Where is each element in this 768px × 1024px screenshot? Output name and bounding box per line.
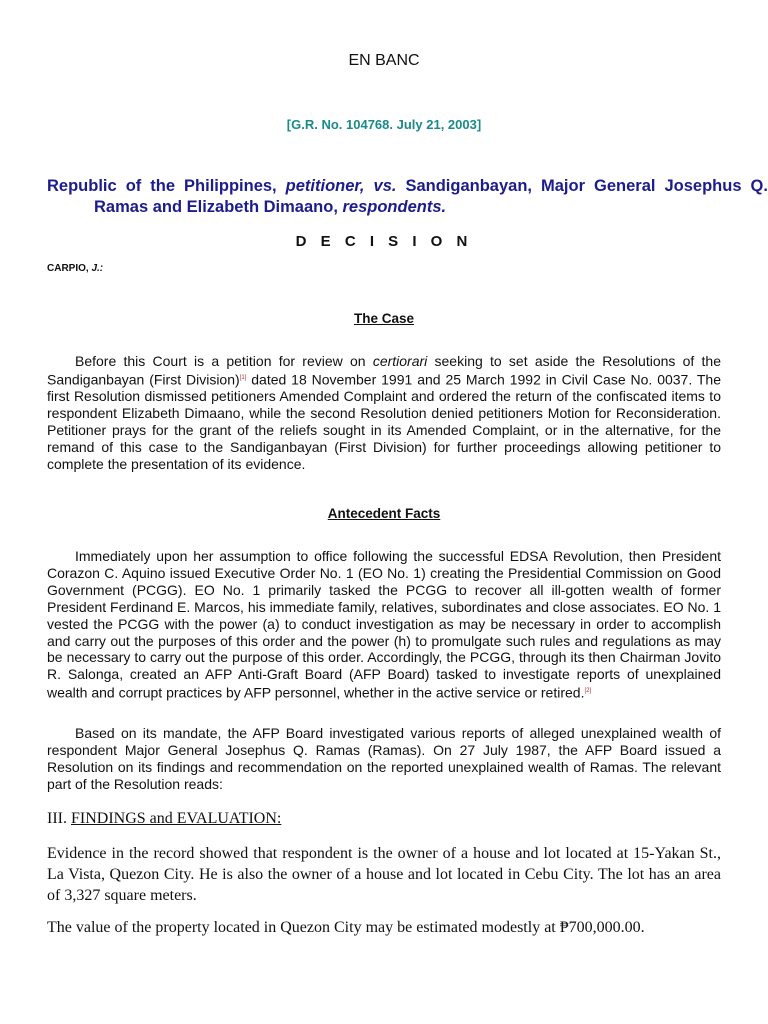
text-run: Before this Court is a petition for review on: [75, 353, 373, 369]
decision-title: D E C I S I O N: [295, 233, 473, 250]
text-run: dated 18 November 1991 and 25 March 1992 in Civil Case No. 0037. The first Resolution dismissed petitioners Amended Complaint and ordered the return of the confiscated items to respondent Elizabeth Dimaano, while the second Resolution denied petitioners Motion for Reconsideration. Petitioner prays for the grant of the reliefs sought in its Amended Complaint, or in the alternative, for the remand of this case to the Sandiganbayan (First Division) for further proceedings allowing petitioner to complete the presentation of its evidence.: [47, 371, 722, 473]
paragraph-the-case: [47, 353, 721, 473]
respondents-role: respondents.: [342, 198, 447, 216]
paragraph-antecedent-1: [47, 548, 721, 702]
case-number: [G.R. No. 104768. July 21, 2003]: [286, 117, 482, 132]
text-run: seeking to set aside the Resolutions of the Sandiganbayan (First Division): [47, 353, 721, 388]
text-emphasis: certiorari: [372, 353, 428, 369]
ponente-name: CARPIO,: [47, 263, 89, 274]
text-run: Immediately upon her assumption to office following the successful EDSA Revolution, then President Corazon C. Aquino issued Executive Order No. 1 (EO No. 1) creating the Presidential Commission on Good Government (PCGG). EO No. 1 primarily tasked the PCGG to recover all ill-gotten wealth of former President Ferdinand E. Marcos, his immediate family, relatives, subordinates and close associates. EO No. 1 vested the PCGG with the power (a) to conduct investigation as may be necessary in order to accomplish and carry out the purposes of this order and the power (h) to promulgate such rules and regulations as may be necessary to carry out the purpose of this order. Accordingly, the PCGG, through its then Chairman Jovito R. Salonga, created an AFP Anti-Graft Board (AFP Board) tasked to investigate reports of unexplained wealth and corrupt practices by AFP personnel, whether in the active service or retired.: [47, 548, 721, 701]
quoted-paragraph-1: Evidence in the record showed that respondent is the owner of a house and lot located at 15-Yakan St., La Vista, Quezon City. He is also the owner of a house and lot located in Cebu City. The lot has an area of 3,327 square meters.: [47, 845, 721, 904]
paragraph-antecedent-2: Based on its mandate, the AFP Board investigated various reports of alleged unexplained wealth of respondent Major General Josephus Q. Ramas (Ramas). On 27 July 1987, the AFP Board issued a Resolution on its findings and recommendation on the reported unexplained wealth of Ramas. The relevant part of the Resolution reads:: [47, 725, 721, 792]
footnote-link-1[interactable]: [1]: [239, 374, 247, 381]
heading-antecedent-facts: Antecedent Facts: [327, 506, 441, 521]
case-parties: [47, 176, 768, 218]
ponente: [47, 263, 103, 274]
quoted-section-heading: [47, 808, 721, 829]
heading-the-case: The Case: [353, 311, 415, 326]
quoted-paragraph-2: The value of the property located in Quezon City may be estimated modestly at ₱700,000.00.: [47, 919, 645, 936]
footnote-link-2[interactable]: [2]: [584, 688, 592, 695]
petitioner-name: Republic of the Philippines,: [47, 177, 277, 195]
ponente-suffix: J.:: [91, 263, 104, 274]
petitioner-role: petitioner, vs.: [285, 177, 397, 195]
section-title: FINDINGS and EVALUATION:: [70, 810, 282, 827]
court-division: EN BANC: [348, 52, 420, 69]
respondents-names: Sandiganbayan, Major General Josephus Q. Ramas and Elizabeth Dimaano,: [94, 177, 768, 216]
section-number: III.: [47, 810, 71, 827]
